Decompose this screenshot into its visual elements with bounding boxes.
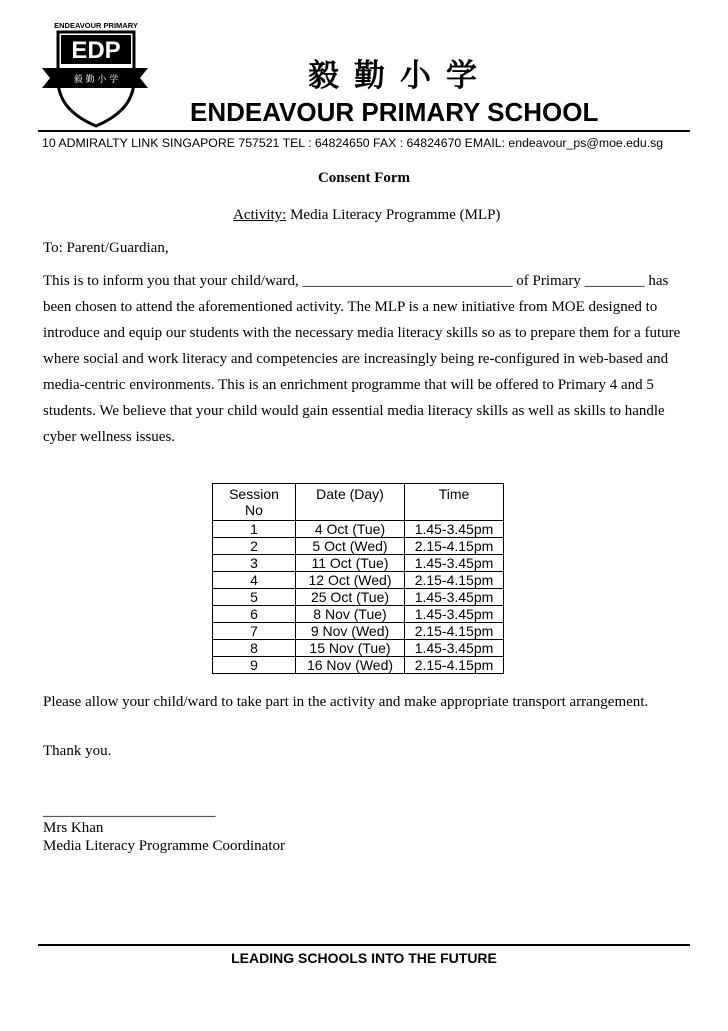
session-table <box>212 483 504 674</box>
allow-text: Please allow your child/ward to take part in the activity and make appropriate transport arrangement. <box>43 694 649 710</box>
session-date: 25 Oct (Tue) <box>296 589 405 606</box>
session-date: 4 Oct (Tue) <box>296 521 405 538</box>
footer-divider <box>38 944 690 946</box>
session-time: 2.15-4.15pm <box>405 623 504 640</box>
paragraph-line: media-centric environments. This is an enrichment programme that will be offered to Primary 4 and 5 <box>43 377 654 393</box>
activity-value: Media Literacy Programme (MLP) <box>286 207 501 223</box>
session-date: 15 Nov (Tue) <box>296 640 405 657</box>
salutation: To: Parent/Guardian, <box>43 240 169 256</box>
table-row <box>213 538 504 555</box>
header-date: Date (Day) <box>296 484 405 521</box>
session-time: 1.45-3.45pm <box>405 606 504 623</box>
signature-line: _______________________ <box>43 803 216 819</box>
form-title: Consent Form <box>317 170 411 186</box>
signatory-name: Mrs Khan <box>43 820 104 836</box>
paragraph-line: students. We believe that your child would gain essential media literacy skills as well as skills to handle <box>43 403 665 419</box>
logo-text: EDP <box>71 37 121 64</box>
header-session-no: Session No <box>213 484 296 521</box>
footer-motto: LEADING SCHOOLS INTO THE FUTURE <box>231 950 497 966</box>
table-row <box>213 640 504 657</box>
session-no: 1 <box>213 521 296 538</box>
session-time: 1.45-3.45pm <box>405 589 504 606</box>
paragraph-line: This is to inform you that your child/ward, ____________________________ of Primary ________ has <box>43 273 669 289</box>
table-row <box>213 657 504 674</box>
table-row <box>213 623 504 640</box>
activity-label: Activity: <box>233 207 287 223</box>
school-name: ENDEAVOUR PRIMARY SCHOOL <box>190 97 599 127</box>
session-time: 1.45-3.45pm <box>405 521 504 538</box>
paragraph-line: been chosen to attend the aforementioned activity. The MLP is a new initiative from MOE designed to <box>43 299 658 315</box>
body-paragraph <box>43 272 693 454</box>
session-date: 8 Nov (Tue) <box>296 606 405 623</box>
logo-top-text: ENDEAVOUR PRIMARY <box>54 21 138 30</box>
session-date: 11 Oct (Tue) <box>296 555 405 572</box>
session-date: 12 Oct (Wed) <box>296 572 405 589</box>
paragraph-line: introduce and equip our students with the necessary media literacy skills so as to prepare them for a future <box>43 325 681 341</box>
session-time: 2.15-4.15pm <box>405 538 504 555</box>
session-no: 2 <box>213 538 296 555</box>
chinese-school-name: 毅勤小学 <box>308 58 492 94</box>
table-row <box>213 555 504 572</box>
table-row <box>213 589 504 606</box>
activity-line <box>233 207 500 224</box>
paragraph-line: cyber wellness issues. <box>43 429 176 445</box>
session-no: 8 <box>213 640 296 657</box>
school-logo <box>40 18 150 130</box>
signatory-role: Media Literacy Programme Coordinator <box>43 838 286 854</box>
session-no: 5 <box>213 589 296 606</box>
paragraph-line: where social and work literacy and competencies are increasingly being re-configured in web-based and <box>43 351 669 367</box>
table-header-row <box>213 484 504 521</box>
table-row <box>213 606 504 623</box>
session-date: 5 Oct (Wed) <box>296 538 405 555</box>
session-date: 9 Nov (Wed) <box>296 623 405 640</box>
logo-ribbon-text: 毅 勤 小 学 <box>73 75 119 85</box>
address-line: 10 ADMIRALTY LINK SINGAPORE 757521 TEL : 64824650 FAX : 64824670 EMAIL: endeavour_ps@moe.edu.sg <box>42 136 664 150</box>
thanks-text: Thank you. <box>43 743 112 759</box>
header-time: Time <box>405 484 504 521</box>
table-row <box>213 572 504 589</box>
session-no: 7 <box>213 623 296 640</box>
table-row <box>213 521 504 538</box>
session-date: 16 Nov (Wed) <box>296 657 405 674</box>
session-time: 2.15-4.15pm <box>405 657 504 674</box>
session-time: 1.45-3.45pm <box>405 555 504 572</box>
session-time: 2.15-4.15pm <box>405 572 504 589</box>
session-no: 3 <box>213 555 296 572</box>
session-time: 1.45-3.45pm <box>405 640 504 657</box>
session-no: 4 <box>213 572 296 589</box>
session-no: 9 <box>213 657 296 674</box>
header-divider <box>38 130 690 132</box>
session-no: 6 <box>213 606 296 623</box>
